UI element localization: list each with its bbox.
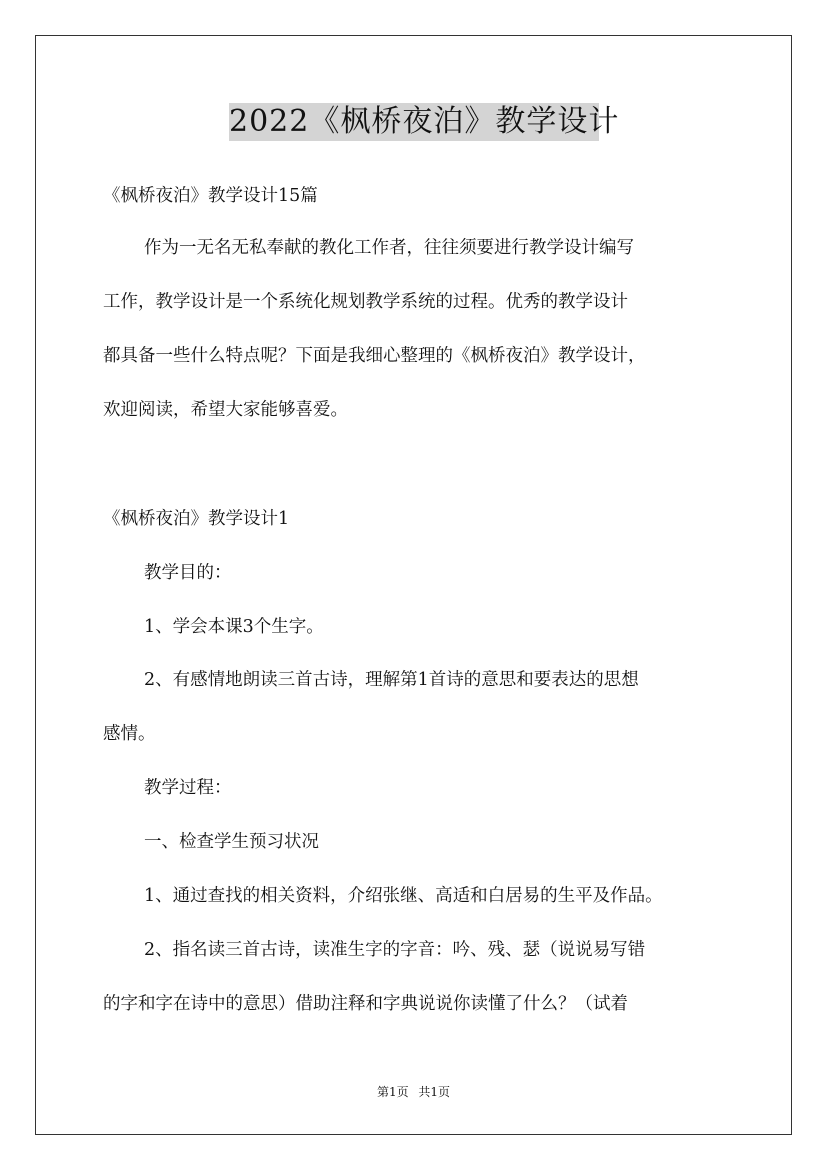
intro-line: 工作，教学设计是一个系统化规划教学系统的过程。优秀的教学设计 [103, 292, 628, 312]
intro-line: 欢迎阅读，希望大家能够喜爱。 [103, 400, 348, 420]
body-line: 2、有感情地朗读三首古诗，理解第1首诗的意思和要表达的思想 [144, 670, 639, 690]
page-footer [0, 1084, 827, 1100]
body-line: 1、学会本课3个生字。 [144, 617, 324, 637]
section-heading: 《枫桥夜泊》教学设计1 [103, 509, 290, 529]
body-line: 教学目的： [144, 563, 232, 583]
document-title: 2022《枫桥夜泊》教学设计 [229, 104, 620, 139]
intro-line: 都具备一些什么特点呢？下面是我细心整理的《枫桥夜泊》教学设计， [103, 346, 646, 366]
document-subtitle: 《枫桥夜泊》教学设计15篇 [103, 186, 318, 206]
page-number: 第1页 [376, 1085, 409, 1099]
body-line: 教学过程： [144, 778, 232, 798]
intro-line: 作为一无名无私奉献的教化工作者，往往须要进行教学设计编写 [144, 238, 634, 258]
page-total: 共1页 [418, 1085, 451, 1099]
body-line: 2、指名读三首古诗，读准生字的字音：吟、残、瑟（说说易写错 [144, 940, 646, 960]
body-line: 的字和字在诗中的意思）借助注释和字典说说你读懂了什么？（试着 [103, 994, 628, 1014]
body-line: 1、通过查找的相关资料，介绍张继、高适和白居易的生平及作品。 [144, 886, 663, 906]
body-line: 一、检查学生预习状况 [144, 832, 319, 852]
body-line: 感情。 [103, 724, 156, 744]
